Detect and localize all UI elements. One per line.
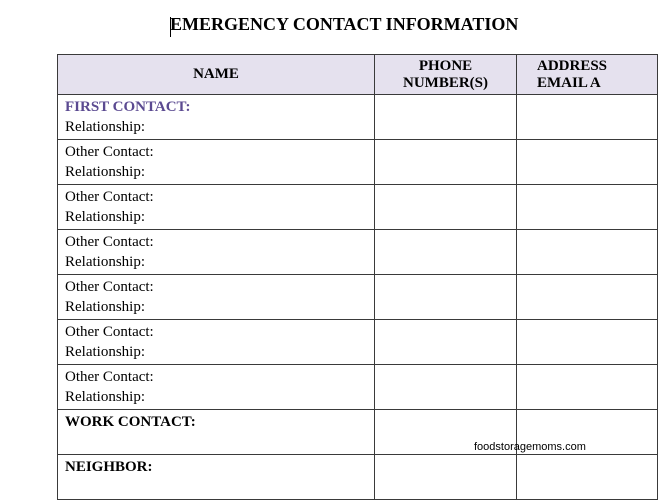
- column-header-name: NAME: [58, 55, 375, 95]
- name-cell[interactable]: [58, 320, 375, 365]
- phone-cell[interactable]: [375, 230, 517, 275]
- other-contact-label: Other Contact:: [65, 144, 154, 160]
- relationship-label: Relationship:: [65, 209, 145, 225]
- table-row: [58, 275, 658, 320]
- name-cell[interactable]: [58, 185, 375, 230]
- table-row: [58, 455, 658, 500]
- work-contact-label: WORK CONTACT:: [65, 414, 196, 430]
- address-cell[interactable]: [517, 365, 658, 410]
- phone-cell[interactable]: [375, 275, 517, 320]
- neighbor-label: NEIGHBOR:: [65, 459, 153, 475]
- address-cell[interactable]: [517, 140, 658, 185]
- address-cell[interactable]: [517, 230, 658, 275]
- contact-table: [57, 54, 658, 500]
- name-cell[interactable]: [58, 455, 375, 500]
- relationship-label: Relationship:: [65, 254, 145, 270]
- relationship-label: Relationship:: [65, 389, 145, 405]
- table-row: [58, 230, 658, 275]
- relationship-label: Relationship:: [65, 344, 145, 360]
- phone-cell[interactable]: [375, 365, 517, 410]
- relationship-label: Relationship:: [65, 299, 145, 315]
- table-header-row: [58, 55, 658, 95]
- name-cell[interactable]: [58, 410, 375, 455]
- phone-cell[interactable]: [375, 455, 517, 500]
- relationship-label: Relationship:: [65, 119, 145, 135]
- page-title: EMERGENCY CONTACT INFORMATION: [170, 14, 519, 34]
- name-cell[interactable]: [58, 275, 375, 320]
- table-row: [58, 185, 658, 230]
- watermark: foodstoragemoms.com: [474, 441, 586, 453]
- table-row: [58, 365, 658, 410]
- first-contact-label: FIRST CONTACT:: [65, 99, 191, 115]
- address-cell[interactable]: [517, 95, 658, 140]
- other-contact-label: Other Contact:: [65, 279, 154, 295]
- other-contact-label: Other Contact:: [65, 369, 154, 385]
- phone-cell[interactable]: [375, 95, 517, 140]
- relationship-label: Relationship:: [65, 164, 145, 180]
- address-cell[interactable]: [517, 320, 658, 365]
- other-contact-label: Other Contact:: [65, 234, 154, 250]
- phone-cell[interactable]: [375, 140, 517, 185]
- address-cell[interactable]: [517, 275, 658, 320]
- address-cell[interactable]: [517, 185, 658, 230]
- phone-cell[interactable]: [375, 185, 517, 230]
- other-contact-label: Other Contact:: [65, 324, 154, 340]
- table-row: [58, 320, 658, 365]
- column-header-address: ADDRESS EMAIL A: [517, 55, 658, 95]
- address-cell[interactable]: [517, 455, 658, 500]
- name-cell[interactable]: [58, 365, 375, 410]
- name-cell[interactable]: [58, 95, 375, 140]
- name-cell[interactable]: [58, 140, 375, 185]
- column-header-phone: PHONE NUMBER(S): [375, 55, 517, 95]
- name-cell[interactable]: [58, 230, 375, 275]
- other-contact-label: Other Contact:: [65, 189, 154, 205]
- phone-cell[interactable]: [375, 320, 517, 365]
- table-row: [58, 140, 658, 185]
- table-row: [58, 95, 658, 140]
